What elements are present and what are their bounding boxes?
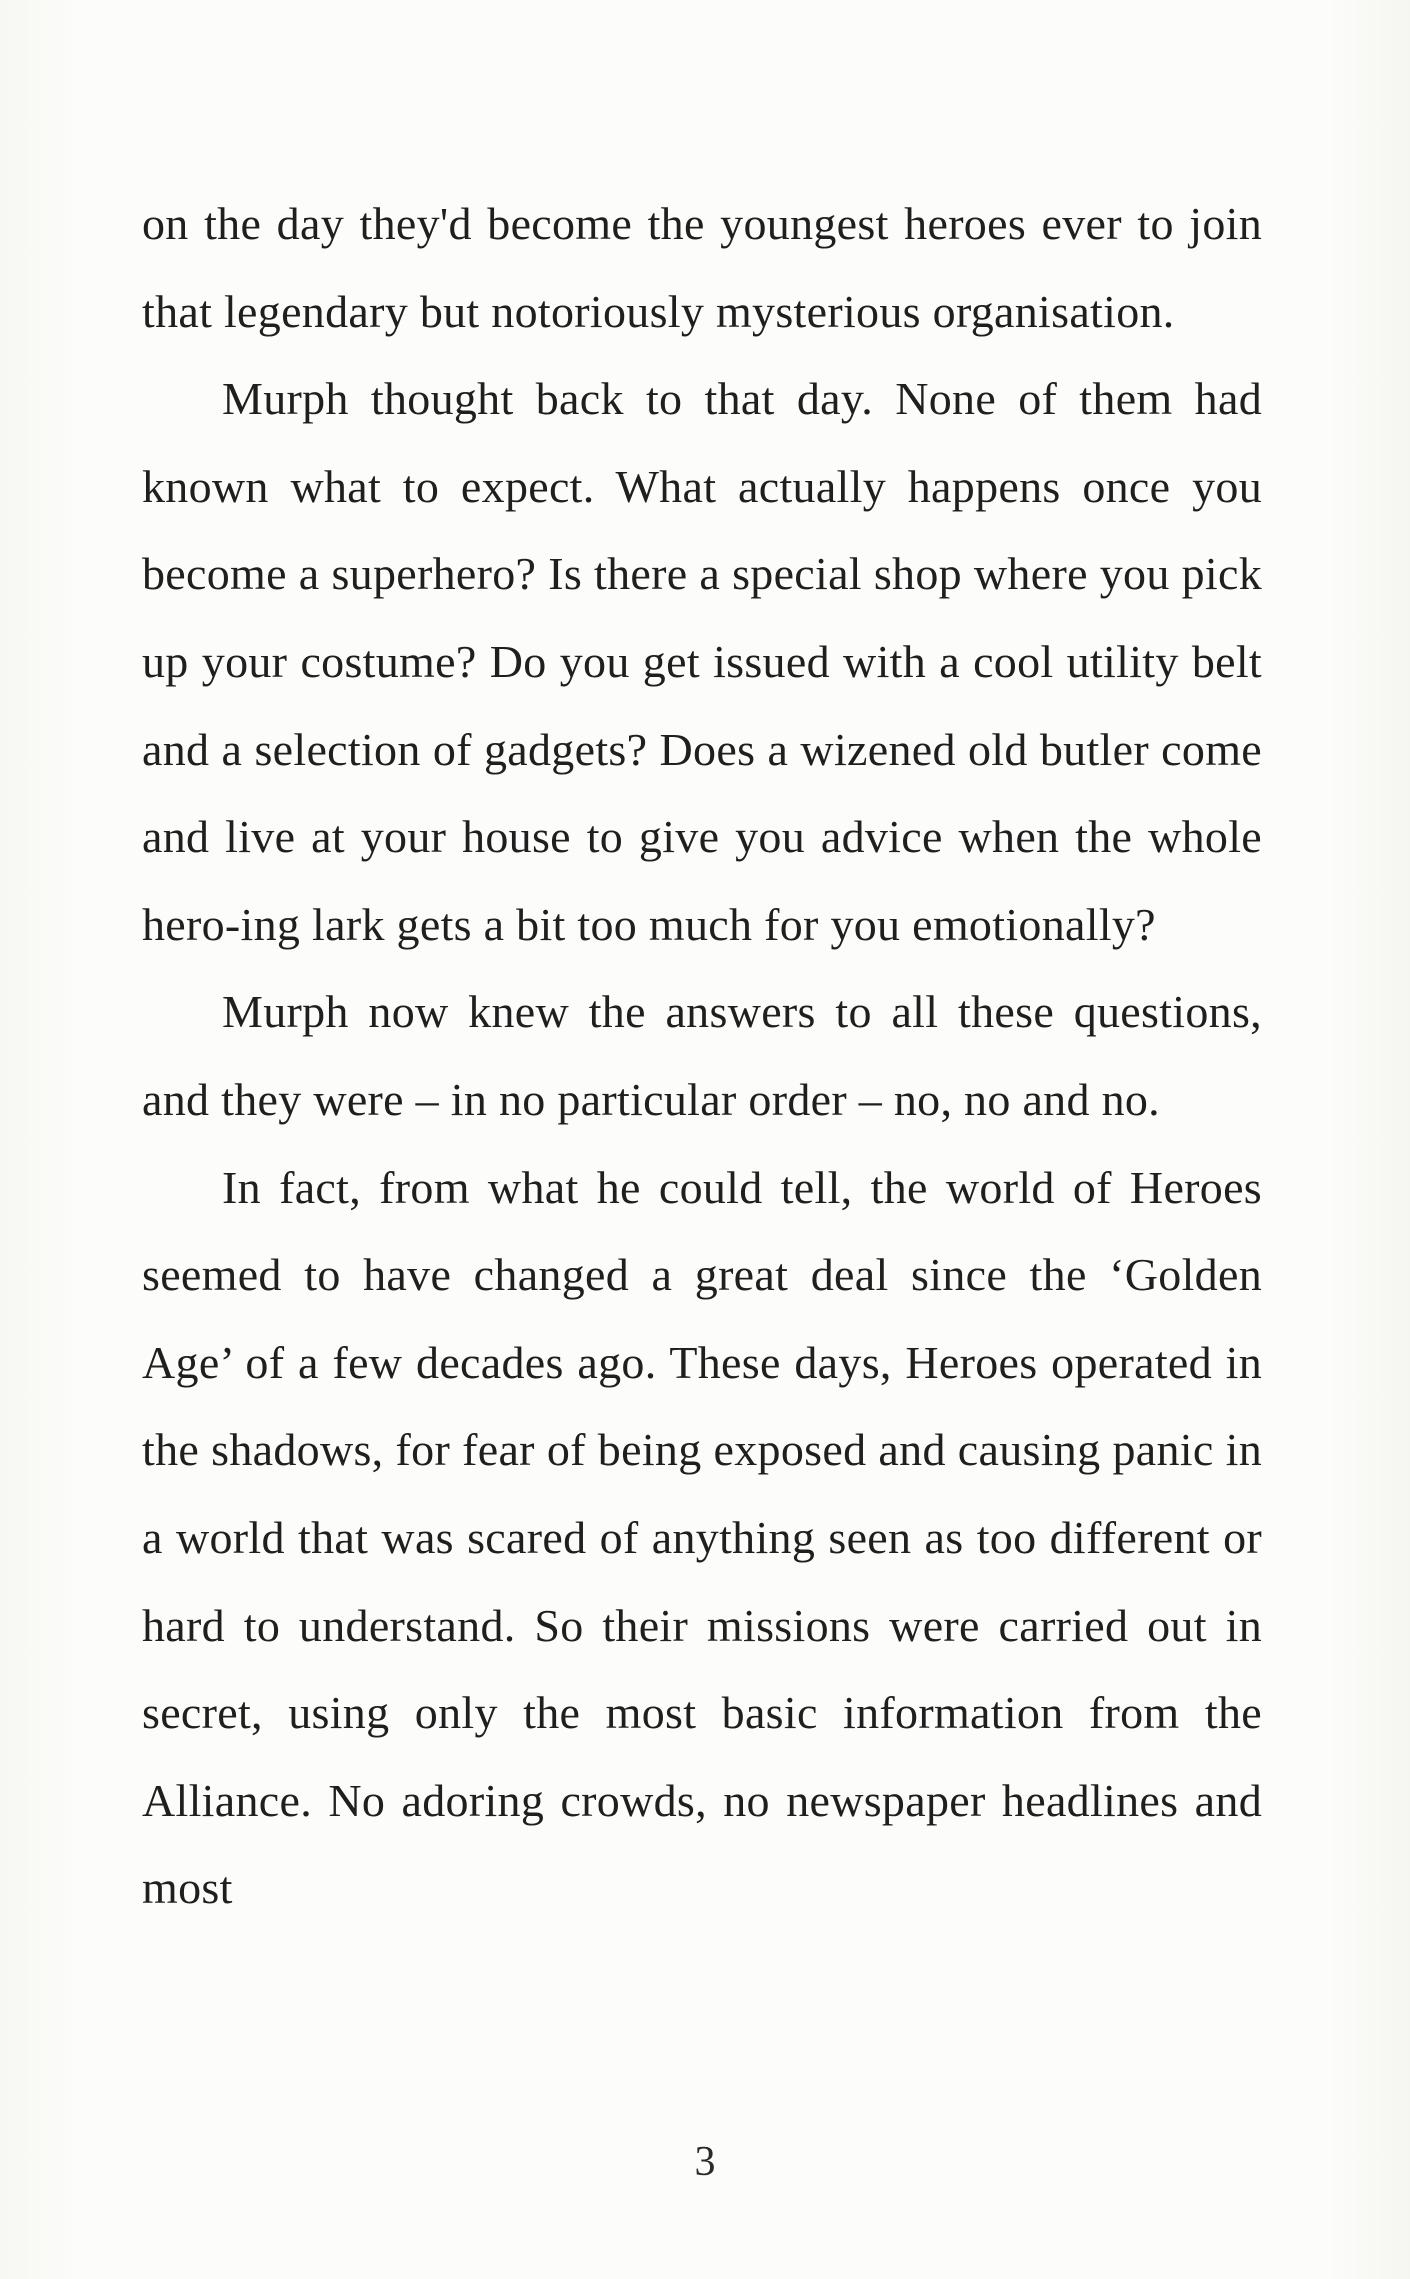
paragraph-2: Murph thought back to that day. None of them had known what to expect. What actually happens once you become a superhero? Is there a special shop where you pick up your costume? Do you get issued with a cool utility belt and a selection of gadgets? Does a wizened old butler come and live at your house to give you advice when the whole hero-ing lark gets a bit too much for you emotionally? (142, 373, 1262, 950)
paragraph-4: In fact, from what he could tell, the world of Heroes seemed to have changed a great deal since the ‘Golden Age’ of a few decades ago. These days, Heroes operated in the shadows, for fear of being exposed and causing panic in a world that was scared of anything seen as too different or hard to understand. So their missions were carried out in secret, using only the most basic information from the Alliance. No adoring crowds, no newspaper headlines and most (142, 1161, 1262, 1914)
page-number: 3 (694, 2139, 716, 2185)
paragraph-3: Murph now knew the answers to all these questions, and they were – in no particular order – no, no and no. (142, 986, 1262, 1125)
body-text (142, 180, 1262, 1932)
paragraph-1: on the day they'd become the youngest heroes ever to join that legendary but notoriously mysterious organisation. (142, 198, 1262, 337)
